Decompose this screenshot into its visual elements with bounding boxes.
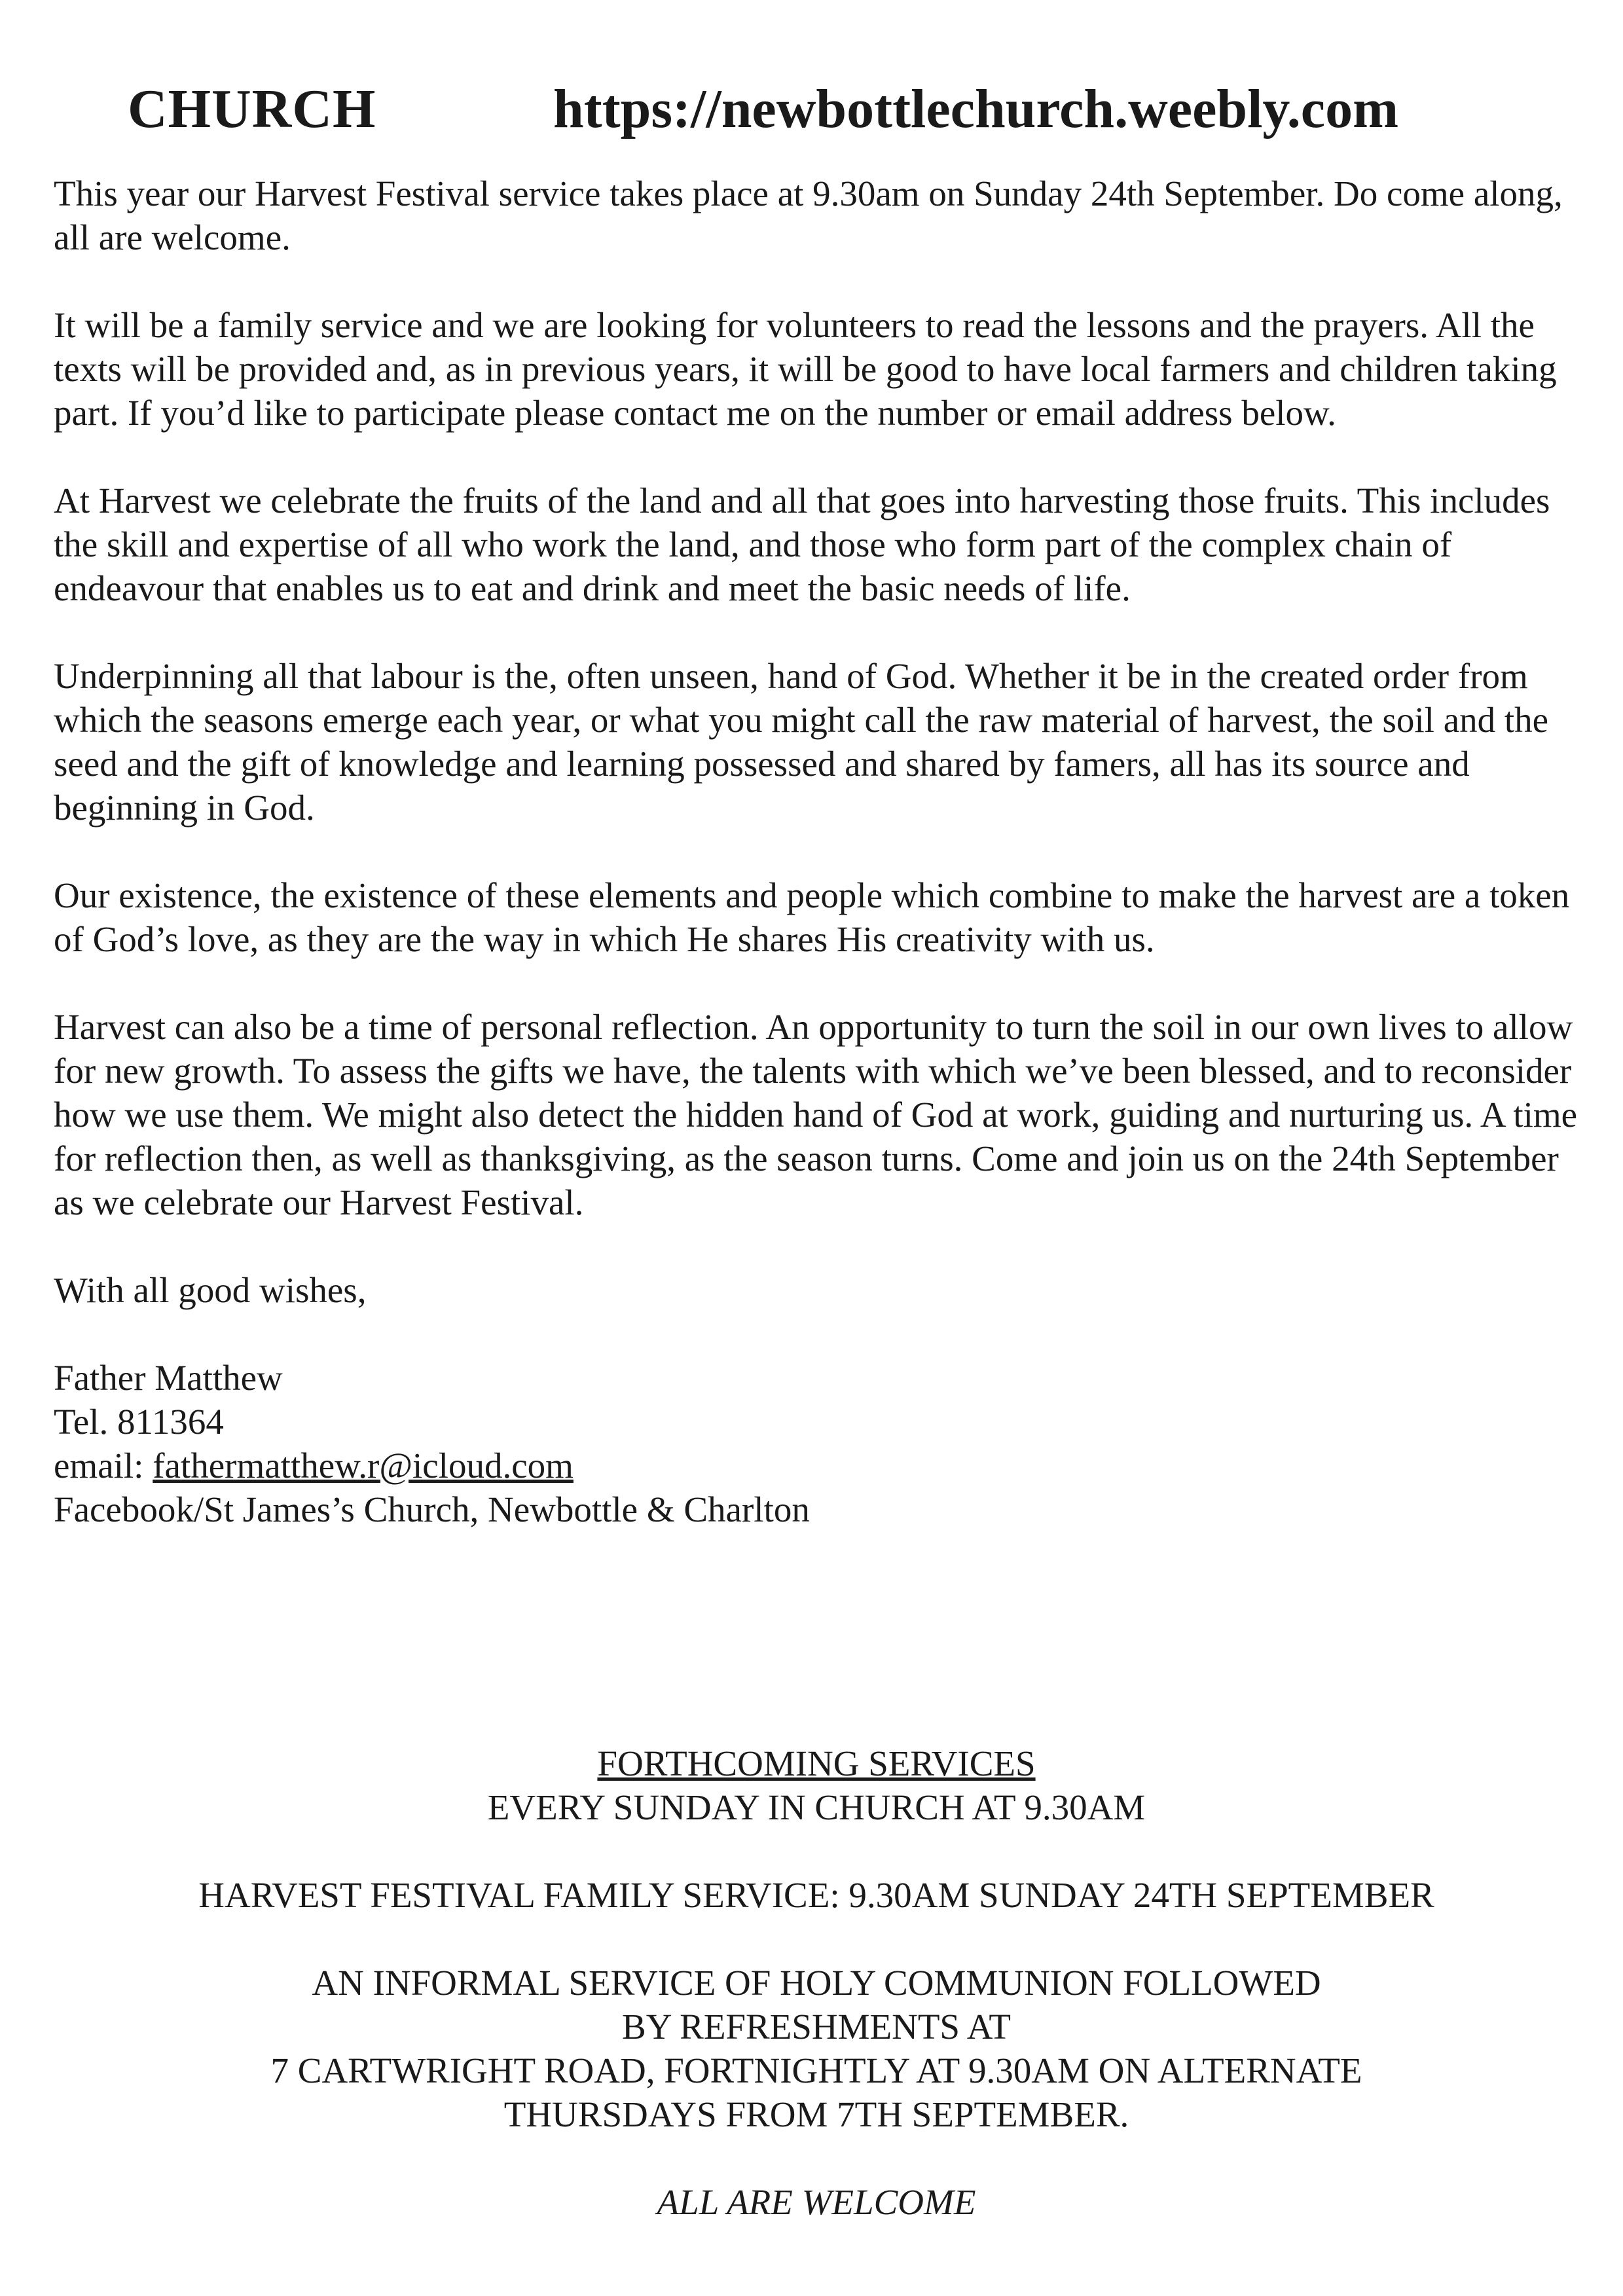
email-link[interactable]: fathermatthew.r@icloud.com [153, 1446, 574, 1485]
website-url: https://newbottlechurch.weebly.com [553, 79, 1399, 139]
all-welcome: ALL ARE WELCOME [657, 2182, 976, 2222]
page-title: CHURCH [128, 79, 376, 139]
email-label: email: [54, 1446, 153, 1485]
paragraph-underpinning: Underpinning all that labour is the, often unseen, hand of God. Whether it be in the created order from which the seasons emerge each year, or what you might call the raw material of harvest, the soil and the seed and the gift of knowledge and learning possessed and shared by famers, all has its source and beginning in God. [54, 656, 1549, 828]
letter-body [54, 172, 1579, 1531]
service-every-sunday: EVERY SUNDAY IN CHURCH AT 9.30AM [487, 1787, 1146, 1827]
service-harvest: HARVEST FESTIVAL FAMILY SERVICE: 9.30AM SUNDAY 24TH SEPTEMBER [198, 1875, 1434, 1915]
contact-tel: Tel. 811364 [54, 1402, 224, 1442]
signoff: With all good wishes, [54, 1270, 367, 1310]
paragraph-reflection: Harvest can also be a time of personal reflection. An opportunity to turn the soil in our own lives to allow for new growth. To assess the gifts we have, the talents with which we’ve been blessed, and to reconsider how we use them. We might also detect the hidden hand of God at work, guiding and nurturing us. A time for reflection then, as well as thanksgiving, as the season turns. Come and join us on the 24th September as we celebrate our Harvest Festival. [54, 1007, 1578, 1222]
contact-block [54, 1356, 1579, 1531]
contact-email-line [54, 1444, 1579, 1487]
communion-line: AN INFORMAL SERVICE OF HOLY COMMUNION FOLLOWED [312, 1963, 1321, 2003]
paragraph-volunteers: It will be a family service and we are looking for volunteers to read the lessons and the prayers. All the texts will be provided and, as in previous years, it will be good to have local farmers and children taking part. If you’d like to participate please contact me on the number or email address below. [54, 305, 1557, 433]
contact-name: Father Matthew [54, 1358, 283, 1398]
forthcoming-services [54, 1741, 1579, 2224]
contact-facebook: Facebook/St James’s Church, Newbottle & Charlton [54, 1489, 810, 1529]
communion-line: BY REFRESHMENTS AT [622, 2007, 1011, 2047]
paragraph-celebrate: At Harvest we celebrate the fruits of the land and all that goes into harvesting those fruits. This includes the skill and expertise of all who work the land, and those who form part of the complex chain of endeavour that enables us to eat and drink and meet the basic needs of life. [54, 481, 1550, 608]
paragraph-existence: Our existence, the existence of these elements and people which combine to make the harvest are a token of God’s love, as they are the way in which He shares His creativity with us. [54, 875, 1570, 959]
page-header [128, 77, 1503, 149]
communion-line: 7 CARTWRIGHT ROAD, FORTNIGHTLY AT 9.30AM ON ALTERNATE [270, 2050, 1362, 2090]
service-communion [54, 1961, 1579, 2136]
services-heading: FORTHCOMING SERVICES [597, 1743, 1036, 1783]
communion-line: THURSDAYS FROM 7TH SEPTEMBER. [503, 2094, 1129, 2134]
paragraph-harvest-date: This year our Harvest Festival service takes place at 9.30am on Sunday 24th September. Do come along, all are welcome. [54, 173, 1563, 257]
